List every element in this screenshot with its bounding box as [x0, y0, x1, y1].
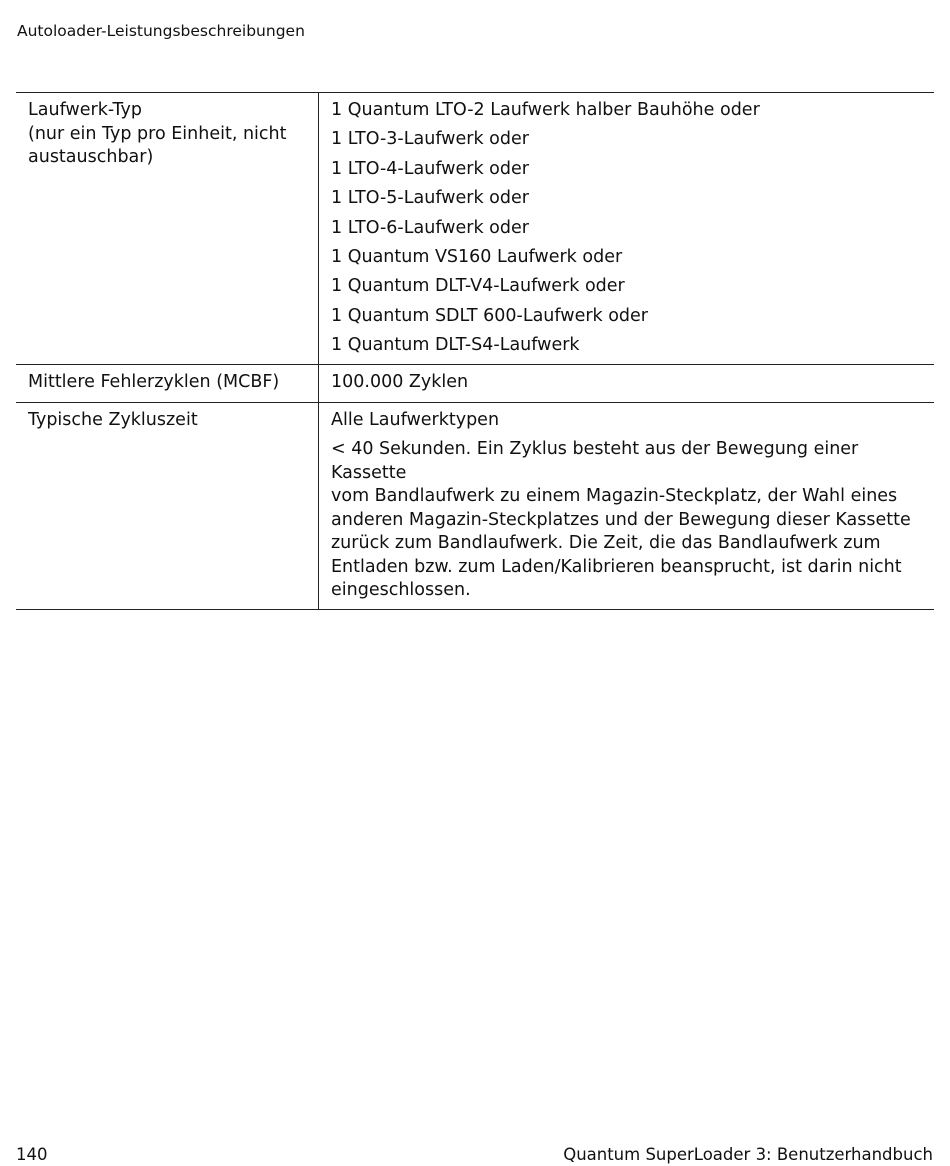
drive-type-label-cell [16, 93, 319, 365]
drive-option-dlt-s4: 1 Quantum DLT-S4-Laufwerk [331, 335, 580, 356]
drive-option-lto5: 1 LTO-5-Laufwerk oder [331, 188, 529, 209]
drive-option-sdlt600: 1 Quantum SDLT 600-Laufwerk oder [331, 305, 648, 326]
specifications-table [16, 92, 934, 610]
drive-option-vs160: 1 Quantum VS160 Laufwerk oder [331, 246, 623, 267]
cycle-time-description-line-3: anderen Magazin-Steckplatzes und der Bewegung dieser Kassette [331, 509, 911, 530]
drive-option-lto3: 1 LTO-3-Laufwerk oder [331, 129, 529, 150]
drive-option-lto4: 1 LTO-4-Laufwerk oder [331, 158, 529, 179]
table-row-drive-type [16, 93, 934, 365]
drive-option-lto2: 1 Quantum LTO-2 Laufwerk halber Bauhöhe oder [331, 100, 760, 120]
mcbf-label: Mittlere Fehlerzyklen (MCBF) [16, 364, 319, 403]
mcbf-value: 100.000 Zyklen [331, 371, 469, 392]
running-header-title: Autoloader-Leistungsbeschreibungen [17, 22, 305, 40]
drive-type-note-line-1: (nur ein Typ pro Einheit, nicht [28, 123, 287, 144]
cycle-time-description-line-5: Entladen bzw. zum Laden/Kalibrieren beansprucht, ist darin nicht [331, 556, 902, 577]
cycle-time-values-cell [319, 403, 935, 610]
cycle-time-heading: Alle Laufwerktypen [331, 410, 500, 431]
drive-option-lto6: 1 LTO-6-Laufwerk oder [331, 217, 529, 238]
cycle-time-description-line-2: vom Bandlaufwerk zu einem Magazin-Steckplatz, der Wahl eines [331, 486, 898, 507]
drive-option-dlt-v4: 1 Quantum DLT-V4-Laufwerk oder [331, 276, 625, 297]
table-row-cycle-time [16, 403, 934, 610]
table-row-mcbf [16, 364, 934, 403]
drive-type-label: Laufwerk-Typ [28, 100, 142, 120]
drive-type-note-line-2: austauschbar) [28, 147, 154, 168]
drive-type-values-cell [319, 93, 935, 365]
cycle-time-label: Typische Zykluszeit [16, 403, 319, 610]
cycle-time-description-line-6: eingeschlossen. [331, 580, 471, 601]
cycle-time-description-line-4: zurück zum Bandlaufwerk. Die Zeit, die das Bandlaufwerk zum [331, 533, 881, 554]
footer-book-title: Quantum SuperLoader 3: Benutzerhandbuch [563, 1145, 933, 1164]
page-number: 140 [16, 1145, 48, 1164]
cycle-time-description-line-1: < 40 Sekunden. Ein Zyklus besteht aus der Bewegung einer Kassette [331, 438, 859, 483]
